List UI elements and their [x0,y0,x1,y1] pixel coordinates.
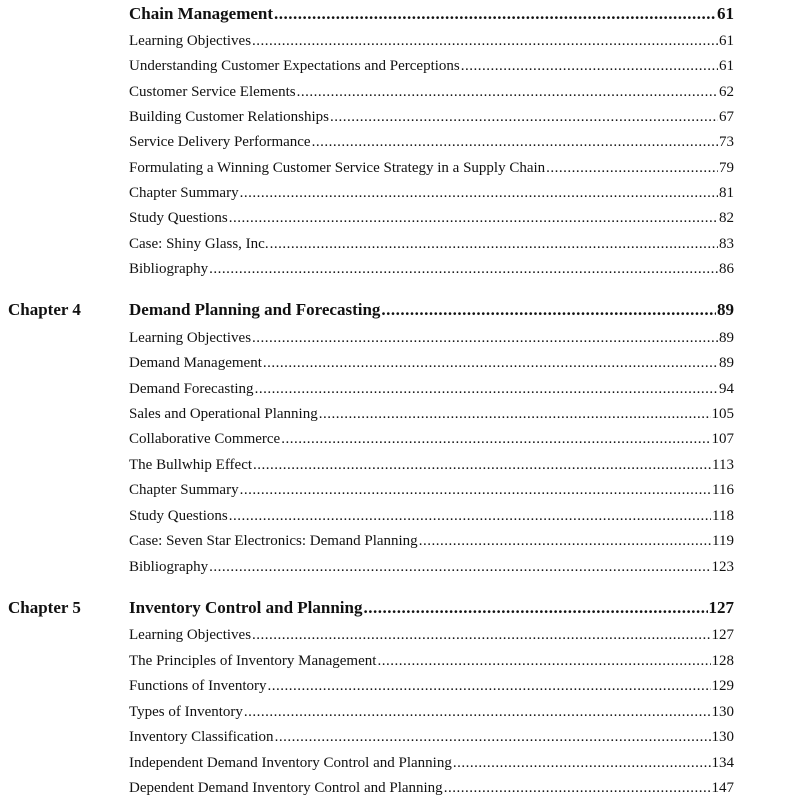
toc-entry [0,623,800,647]
toc-heading[interactable] [129,596,734,620]
toc-entry [0,674,800,698]
toc-entry-title: Case: Seven Star Electronics: Demand Planning [129,533,418,549]
toc-heading-title: Chain Management [129,4,274,23]
toc-entry-title: Bibliography [129,261,209,277]
toc-entry-page: 89 [719,330,734,346]
toc-entry-link[interactable] [129,54,734,78]
toc-entry-link[interactable] [129,206,734,230]
toc-entry-title: The Principles of Inventory Management [129,653,377,669]
toc-entry-page: 107 [711,431,734,447]
toc-entry-link[interactable] [129,674,734,698]
toc-entry-title: Types of Inventory [129,704,243,720]
toc-heading-row [0,2,800,26]
toc-entry-title: Bibliography [129,559,209,575]
dot-leader [453,751,711,775]
toc-entry-link[interactable] [129,80,734,104]
toc-entry-link[interactable] [129,257,734,281]
toc-entry-title: Independent Demand Inventory Control and Planning [129,755,452,771]
dot-leader [229,206,718,230]
toc-entry-title: Service Delivery Performance [129,134,311,150]
dot-leader [377,649,710,673]
toc-entry-link[interactable] [129,427,734,451]
toc-entry-link[interactable] [129,402,734,426]
toc-entry-title: Demand Forecasting [129,381,254,397]
toc-heading-row [0,298,800,322]
dot-leader [252,326,718,350]
dot-leader [419,529,711,553]
dot-leader [270,232,718,256]
dot-leader [274,2,716,26]
toc-entry-title: Study Questions [129,508,228,524]
toc-entry-title: Customer Service Elements [129,84,296,100]
dot-leader [330,105,718,129]
toc-entry-title: Formulating a Winning Customer Service Strategy in a Supply Chain [129,160,546,176]
dot-leader [275,725,711,749]
toc-heading-row [0,596,800,620]
toc-entry-page: 105 [711,406,734,422]
toc-entry-page: 129 [711,678,734,694]
toc-entry-page: 61 [719,58,734,74]
chapter-label: Chapter 5 [8,598,81,617]
toc-entry-title: The Bullwhip Effect [129,457,253,473]
toc-entry [0,105,800,129]
toc-entry [0,326,800,350]
toc-entry [0,351,800,375]
dot-leader [363,596,707,620]
toc-entry [0,402,800,426]
toc-entry-link[interactable] [129,29,734,53]
toc-entry-title: Sales and Operational Planning [129,406,318,422]
toc-entry [0,751,800,775]
toc-entry-page: 134 [711,755,734,771]
toc-entry-title: Learning Objectives [129,627,252,643]
toc-entry-title: Study Questions [129,210,228,226]
toc-entry-title: Functions of Inventory [129,678,267,694]
dot-leader [252,29,718,53]
dot-leader [297,80,718,104]
toc-heading[interactable] [129,2,734,26]
toc-entry [0,529,800,553]
toc-entry [0,725,800,749]
toc-entry-link[interactable] [129,649,734,673]
toc-entry-link[interactable] [129,156,734,180]
toc-entry-link[interactable] [129,232,734,256]
toc-entry-link[interactable] [129,326,734,350]
dot-leader [209,257,718,281]
toc-entry [0,206,800,230]
toc-entry [0,649,800,673]
dot-leader [255,377,718,401]
toc-entry [0,156,800,180]
dot-leader [444,776,711,800]
toc-entry [0,130,800,154]
toc-entry [0,80,800,104]
toc-entry-link[interactable] [129,751,734,775]
toc-entry [0,504,800,528]
toc-entry-title: Understanding Customer Expectations and Perceptions [129,58,460,74]
toc-entry-page: 118 [712,508,734,524]
toc-heading-page: 89 [717,300,734,319]
toc-heading-page: 127 [708,598,734,617]
dot-leader [546,156,718,180]
toc-entry-link[interactable] [129,623,734,647]
toc-entry-page: 116 [712,482,734,498]
toc-entry-title: Dependent Demand Inventory Control and Planning [129,780,443,796]
toc-entry-title: Case: Shiny Glass, Inc. [129,236,269,252]
toc-entry [0,377,800,401]
dot-leader [252,623,710,647]
toc-entry-link[interactable] [129,529,734,553]
toc-entry-page: 79 [719,160,734,176]
toc-entry [0,54,800,78]
dot-leader [281,427,710,451]
toc-entry-title: Building Customer Relationships [129,109,330,125]
toc-entry-page: 89 [719,355,734,371]
toc-entry-title: Chapter Summary [129,482,239,498]
dot-leader [267,674,710,698]
toc-entry-link[interactable] [129,478,734,502]
dot-leader [312,130,718,154]
toc-entry-page: 82 [719,210,734,226]
toc-entry-title: Learning Objectives [129,330,252,346]
dot-leader [240,181,718,205]
toc-entry-link[interactable] [129,700,734,724]
dot-leader [381,298,716,322]
toc-entry-page: 123 [711,559,734,575]
dot-leader [263,351,718,375]
toc-entry-title: Learning Objectives [129,33,252,49]
toc-heading-page: 61 [717,4,734,23]
dot-leader [319,402,711,426]
toc-entry [0,478,800,502]
dot-leader [229,504,711,528]
toc-heading-title: Inventory Control and Planning [129,598,363,617]
toc-entry [0,453,800,477]
toc-entry-page: 81 [719,185,734,201]
toc-entry-link[interactable] [129,377,734,401]
dot-leader [244,700,711,724]
chapter-label: Chapter 4 [8,300,81,319]
toc-entry-page: 62 [719,84,734,100]
toc-entry-title: Inventory Classification [129,729,274,745]
toc-entry-page: 119 [712,533,734,549]
toc-entry-link[interactable] [129,504,734,528]
toc-entry [0,700,800,724]
toc-entry-page: 113 [712,457,734,473]
toc-entry [0,181,800,205]
toc-entry-page: 128 [711,653,734,669]
toc-entry-link[interactable] [129,453,734,477]
dot-leader [461,54,718,78]
toc-entry [0,427,800,451]
toc-entry [0,29,800,53]
dot-leader [253,453,711,477]
toc-entry-page: 94 [719,381,734,397]
toc-entry-page: 147 [711,780,734,796]
toc-entry [0,776,800,800]
dot-leader [240,478,711,502]
toc-entry-link[interactable] [129,725,734,749]
toc-entry-title: Demand Management [129,355,262,371]
toc-entry-title: Collaborative Commerce [129,431,281,447]
toc-entry [0,257,800,281]
toc-entry-page: 83 [719,236,734,252]
toc-entry [0,232,800,256]
toc-entry-link[interactable] [129,130,734,154]
toc-entry-title: Chapter Summary [129,185,239,201]
toc-entry-page: 130 [711,704,734,720]
toc-entry-page: 73 [719,134,734,150]
toc-heading[interactable] [129,298,734,322]
toc-entry [0,555,800,579]
toc-entry-link[interactable] [129,555,734,579]
toc-entry-link[interactable] [129,105,734,129]
dot-leader [209,555,710,579]
toc-entry-link[interactable] [129,351,734,375]
toc-entry-link[interactable] [129,776,734,800]
toc-entry-page: 61 [719,33,734,49]
toc-entry-link[interactable] [129,181,734,205]
toc-heading-title: Demand Planning and Forecasting [129,300,381,319]
toc-entry-page: 130 [711,729,734,745]
toc-entry-page: 86 [719,261,734,277]
toc-entry-page: 127 [711,627,734,643]
toc-entry-page: 67 [719,109,734,125]
